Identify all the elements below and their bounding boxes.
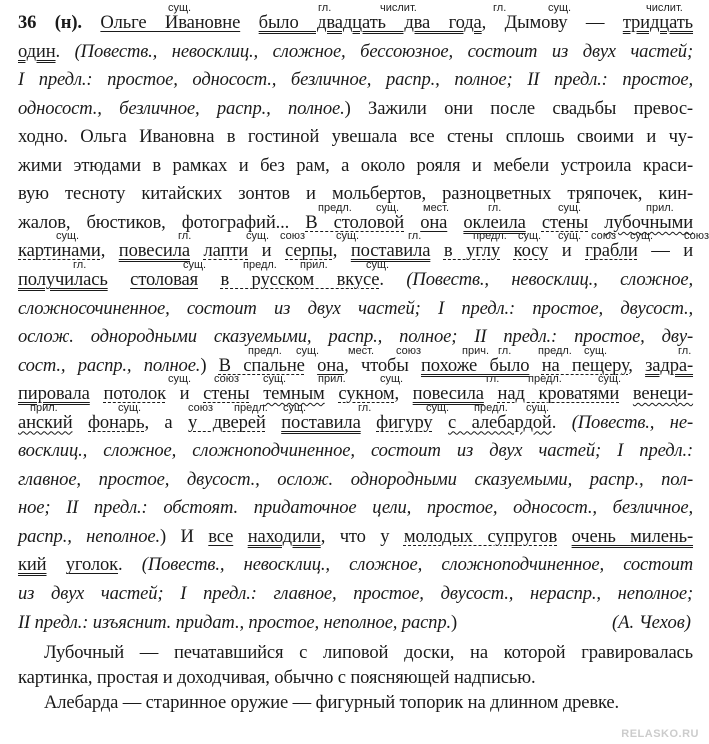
- grammar-analysis: I предл.: простое, односост., безличное, распр., полное; II предл.: простое,: [18, 69, 693, 91]
- text-line: [18, 554, 693, 576]
- sentence-fragment: [90, 383, 104, 404]
- pos-label: сущ.: [56, 230, 80, 243]
- pos-label: гл.: [318, 2, 332, 14]
- sentence-fragment: [108, 269, 130, 290]
- sentence-fragment: картинами: [18, 240, 101, 262]
- sentence-fragment: [500, 240, 514, 261]
- text-line: [18, 69, 693, 91]
- sentence-fragment: [619, 383, 633, 404]
- sentence-fragment: [198, 269, 220, 290]
- pos-label: сущ.: [526, 401, 550, 414]
- pos-label: сущ.: [366, 258, 390, 271]
- sentence-fragment: грабли: [585, 240, 638, 262]
- text-line: [18, 41, 693, 63]
- sentence-fragment: один: [18, 40, 56, 62]
- sentence-fragment: .: [118, 554, 142, 576]
- pos-label: предл.: [538, 344, 572, 357]
- pos-label: сущ.: [168, 2, 192, 14]
- sentence-fragment: [447, 212, 463, 233]
- text-line: [18, 12, 693, 34]
- sentence-fragment: и: [165, 383, 204, 405]
- pos-label: союз: [280, 230, 306, 243]
- grammar-analysis: сложносочиненное, состоит из двух частей; I предл.: простое, двусост.,: [18, 297, 693, 319]
- sentence-fragment: повесила: [412, 383, 484, 405]
- text-line: [18, 155, 693, 177]
- sentence-fragment: ,: [394, 383, 413, 405]
- sentence-fragment: тридцать: [622, 12, 694, 33]
- grammar-analysis: главное, простое, двусост., ослож. однородными сказуемыми, распр., пол-: [18, 468, 693, 490]
- sentence-fragment: сукном: [338, 383, 395, 405]
- sentence-fragment: ,: [100, 240, 119, 262]
- sentence-fragment: с алебардой: [448, 411, 552, 433]
- pos-label: сущ.: [263, 373, 287, 386]
- pos-label: гл.: [178, 230, 192, 243]
- sentence-fragment: задра-: [645, 354, 694, 376]
- pos-label: прил.: [646, 201, 674, 214]
- grammar-analysis: ное; II предл.: обстоят. придаточное цели, простое, односост., безличное,: [18, 497, 693, 519]
- sentence-fragment: ,: [332, 240, 351, 262]
- pos-label: сущ.: [296, 344, 320, 357]
- sentence-fragment: она: [317, 354, 345, 376]
- sentence-fragment: [73, 412, 89, 433]
- author-attribution: (А. Чехов): [611, 611, 691, 633]
- pos-label: сущ.: [558, 201, 582, 214]
- pos-label: предл.: [234, 401, 268, 414]
- pos-label: союз: [684, 230, 709, 243]
- text-line: [18, 469, 693, 491]
- pos-label: союз: [188, 401, 214, 414]
- sentence-fragment: , что у: [320, 525, 404, 547]
- definition-line: картинка, простая и доходчивая, обычно с поясняющей надписью.: [18, 667, 536, 689]
- sentence-fragment: жалов, бюстиков, фотографий...: [18, 211, 306, 233]
- sentence-fragment: [361, 412, 377, 433]
- sentence-fragment: — и: [637, 240, 694, 262]
- pos-label: сущ.: [598, 373, 622, 386]
- pos-label: числит.: [646, 2, 683, 14]
- pos-label: сущ.: [584, 344, 608, 357]
- sentence-fragment: Ольге Ивановне: [100, 12, 241, 33]
- grammar-analysis: распр., неполное.: [18, 525, 160, 547]
- pos-label: числит.: [380, 2, 417, 14]
- pos-label: сущ.: [630, 230, 654, 243]
- pos-label: гл.: [678, 344, 692, 357]
- sentence-fragment: столовая: [130, 268, 199, 290]
- text-line: [18, 269, 693, 291]
- sentence-fragment: [305, 355, 317, 376]
- text-line: [18, 183, 693, 205]
- text-line: [18, 412, 693, 434]
- sentence-fragment: В спальне: [218, 354, 305, 376]
- sentence-fragment: вую тесноту китайских зонтов и мольбертов, разноцветных тряпочек, кин-: [18, 183, 693, 205]
- site-watermark: RELASKO.RU: [621, 728, 699, 740]
- pos-label: союз: [396, 344, 422, 357]
- sentence-fragment: и: [548, 240, 586, 262]
- text-line: [18, 497, 693, 519]
- sentence-fragment: фонарь: [88, 411, 145, 433]
- sentence-fragment: пировала: [18, 383, 90, 405]
- pos-label: предл.: [243, 258, 277, 271]
- sentence-fragment: молодых супругов: [403, 525, 558, 547]
- text-line: [18, 240, 693, 262]
- sentence-fragment: все: [208, 525, 234, 547]
- sentence-fragment: у дверей: [188, 411, 266, 433]
- sentence-fragment: повесила: [118, 240, 190, 262]
- pos-label: прил.: [318, 373, 346, 386]
- exercise-number: 36 (н).: [18, 12, 82, 33]
- sentence-fragment: [557, 526, 572, 547]
- text-line: [18, 126, 693, 148]
- pos-label: сущ.: [168, 373, 192, 386]
- sentence-fragment: стены: [203, 383, 250, 405]
- sentence-fragment: В столовой: [305, 211, 405, 233]
- sentence-fragment: , Дымову —: [481, 12, 623, 33]
- sentence-fragment: ходно. Ольга Ивановна в гостиной увешала все стены сплошь своими и чу-: [18, 126, 693, 148]
- pos-label: сущ.: [426, 401, 450, 414]
- pos-label: союз: [591, 230, 617, 243]
- sentence-fragment: [484, 383, 498, 404]
- grammar-analysis: (Повеств., невосклиц., сложное, бессоюзное, состоит из двух частей;: [74, 40, 693, 62]
- sentence-fragment: стены: [541, 211, 589, 233]
- grammar-analysis: сост., распр., полное.: [18, 354, 201, 376]
- sentence-fragment: [250, 383, 264, 404]
- sentence-fragment: похоже было: [421, 354, 530, 376]
- sentence-fragment: на пещеру: [541, 354, 629, 376]
- sentence-fragment: жими этюдами в рамках и без рам, а около рояля и мебели устроила краси-: [18, 154, 693, 176]
- sentence-fragment: ) И: [159, 525, 209, 547]
- sentence-fragment: [430, 240, 444, 261]
- text-line: [18, 98, 693, 120]
- sentence-fragment: и: [248, 240, 286, 262]
- pos-label: сущ.: [548, 2, 572, 14]
- grammar-analysis: (Повеств., не-: [571, 411, 693, 433]
- pos-label: предл.: [248, 344, 282, 357]
- sentence-fragment: , чтобы: [344, 354, 421, 376]
- pos-label: мест.: [348, 344, 375, 357]
- pos-label: гл.: [486, 373, 500, 386]
- sentence-fragment: ,: [628, 354, 646, 376]
- grammar-analysis: II предл.: изъяснит. придат., простое, неполное, распр.: [18, 611, 451, 633]
- pos-label: гл.: [408, 230, 422, 243]
- text-line: [18, 526, 693, 548]
- pos-label: предл.: [528, 373, 562, 386]
- pos-label: сущ.: [118, 401, 142, 414]
- sentence-fragment: в углу: [443, 240, 501, 262]
- sentence-fragment: .: [379, 268, 407, 290]
- grammar-analysis: (Повеств., невосклиц., сложное,: [406, 268, 694, 290]
- sentence-fragment: над кроватями: [497, 383, 620, 405]
- pos-label: сущ.: [558, 230, 582, 243]
- pos-label: прил.: [30, 401, 58, 414]
- sentence-fragment: оклеила: [463, 211, 526, 233]
- pos-label: сущ.: [183, 258, 207, 271]
- sentence-fragment: лапти: [203, 240, 249, 262]
- sentence-fragment: ): [450, 611, 458, 633]
- sentence-fragment: ) Зажили они после свадьбы превос-: [344, 97, 693, 119]
- sentence-fragment: поставила: [350, 240, 431, 262]
- pos-label: предл.: [318, 201, 352, 214]
- text-line: [18, 612, 693, 634]
- pos-label: гл.: [488, 201, 502, 214]
- pos-label: прич.: [462, 344, 490, 357]
- sentence-fragment: она: [420, 211, 448, 233]
- sentence-fragment: темным: [263, 383, 325, 405]
- text-line: [18, 355, 693, 377]
- sentence-fragment: серпы: [285, 240, 333, 262]
- sentence-fragment: было двадцать два года: [258, 12, 482, 33]
- pos-label: гл.: [358, 401, 372, 414]
- sentence-fragment: венеци-: [632, 383, 694, 405]
- text-line: [18, 298, 693, 320]
- sentence-fragment: получилась: [18, 268, 108, 290]
- grammar-analysis: восклиц., сложное, сложноподчиненное, состоит из двух частей; I предл.:: [18, 440, 693, 462]
- pos-label: гл.: [73, 258, 87, 271]
- sentence-fragment: косу: [513, 240, 549, 262]
- sentence-fragment: .: [551, 411, 572, 433]
- pos-label: сущ.: [518, 230, 542, 243]
- sentence-fragment: [266, 412, 282, 433]
- sentence-fragment: , а: [144, 411, 189, 433]
- pos-label: гл.: [498, 344, 512, 357]
- text-line: [18, 440, 693, 462]
- pos-label: предл.: [473, 230, 507, 243]
- sentence-fragment: кий: [18, 554, 47, 576]
- pos-label: союз: [214, 373, 240, 386]
- sentence-fragment: [240, 12, 258, 33]
- sentence-fragment: в русском вкусе: [220, 268, 380, 290]
- sentence-fragment: [325, 383, 339, 404]
- sentence-fragment: находили: [247, 525, 321, 547]
- grammar-analysis: односост., безличное, распр., полное.: [18, 97, 345, 119]
- sentence-fragment: поставила: [281, 411, 361, 433]
- text-line: [18, 583, 693, 605]
- sentence-fragment: [233, 526, 248, 547]
- sentence-fragment: лубочными: [604, 211, 694, 233]
- sentence-fragment: [433, 412, 449, 433]
- definition-line: Лубочный — печатавшийся с липовой доски, на которой гравировалась: [44, 642, 693, 664]
- sentence-fragment: потолок: [103, 383, 166, 405]
- sentence-fragment: уголок: [65, 554, 119, 576]
- sentence-fragment: фигуру: [376, 411, 433, 433]
- sentence-fragment: ): [200, 354, 219, 376]
- pos-label: сущ.: [336, 230, 360, 243]
- pos-label: сущ.: [283, 401, 307, 414]
- sentence-fragment: [47, 554, 66, 575]
- pos-label: сущ.: [376, 201, 400, 214]
- sentence-fragment: очень милень-: [571, 525, 694, 547]
- pos-label: гл.: [493, 2, 507, 14]
- grammar-analysis: (Повеств., невосклиц., сложное, сложноподчиненное, состоит: [141, 554, 693, 576]
- sentence-fragment: анский: [18, 411, 73, 433]
- pos-label: предл.: [474, 401, 508, 414]
- definition-line: Алебарда — старинное оружие — фигурный топорик на длинном древке.: [44, 692, 620, 714]
- grammar-analysis: ослож. однородными сказуемыми, распр., полное; II предл.: простое, дву-: [18, 326, 693, 348]
- grammar-analysis: из двух частей; I предл.: главное, простое, двусост., нераспр., неполное;: [18, 583, 693, 604]
- pos-label: сущ.: [246, 230, 270, 243]
- pos-label: прил.: [300, 258, 328, 271]
- pos-label: мест.: [423, 201, 450, 214]
- sentence-fragment: .: [55, 40, 75, 62]
- pos-label: сущ.: [380, 373, 404, 386]
